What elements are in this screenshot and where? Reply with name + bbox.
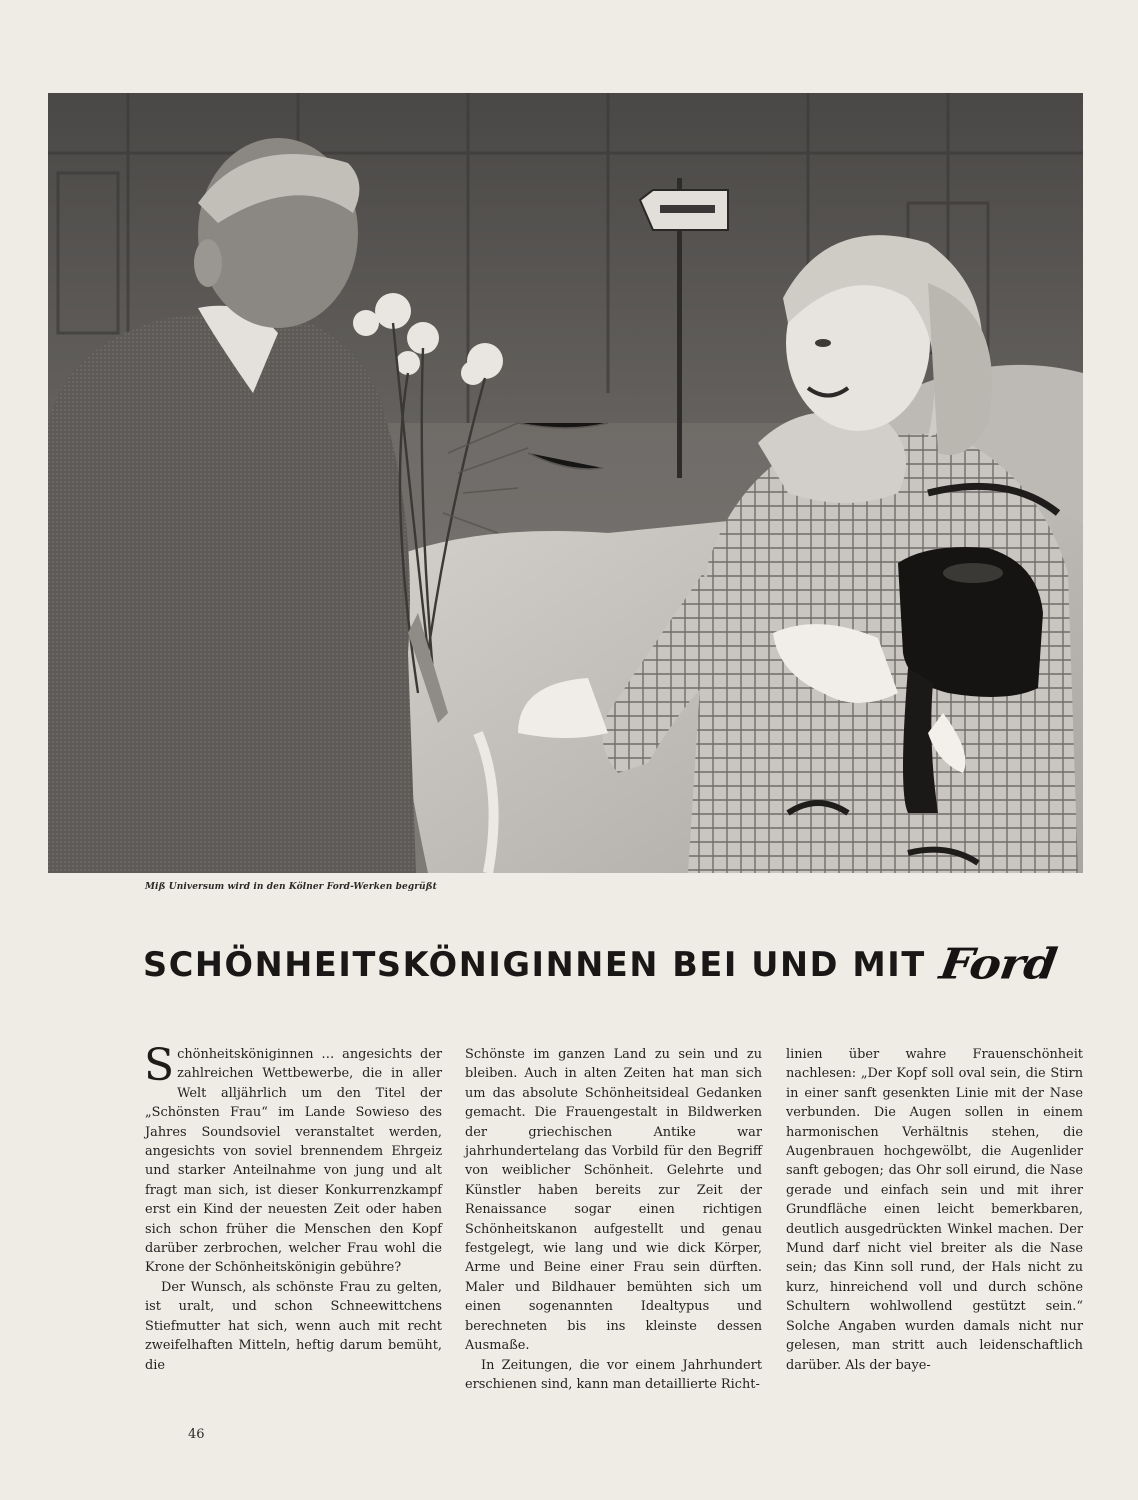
article-column-2 bbox=[465, 1045, 762, 1394]
headline-text: SCHÖNHEITSKÖNIGINNEN BEI UND MIT bbox=[143, 944, 926, 984]
article-photo bbox=[48, 93, 1083, 873]
article-headline bbox=[143, 936, 1083, 992]
article-column-3 bbox=[786, 1045, 1083, 1375]
ford-logo-icon: Ford bbox=[936, 939, 1060, 989]
article-paragraph bbox=[144, 1040, 442, 1278]
article-column-1 bbox=[144, 1040, 442, 1375]
paragraph-text: chönheitsköniginnen … angesichts der zahlreichen Wettbewerbe, die in aller Welt alljährlich um den Titel der „Schönsten Frau“ im Lande Sowieso des Jahres Soundsoviel veranstaltet werden, angesichts von soviel brennendem Ehrgeiz und starker Anteilnahme von jung und alt fragt man sich, ist dieser Konkurrenzkampf erst ein Kind der neuesten Zeit oder haben sich schon früher die Menschen den Kopf darüber zerbrochen, welcher Frau wohl die Krone der Schönheitskönigin gebühre? bbox=[145, 1047, 442, 1276]
article-paragraph: linien über wahre Frauenschönheit nachlesen: „Der Kopf soll oval sein, die Stirn in einer sanft gesenkten Linie mit der Nase verbunden. Die Augen sollen in einem harmonischen Verhältnis stehen, die Augenbrauen hochgewölbt, die Augenlider sanft gebogen; das Ohr soll eirund, die Nase gerade und einfach sein und mit ihrer Grundfläche einen leicht bemerkbaren, deutlich ausgedrückten Winkel machen. Der Mund darf nicht viel breiter als die Nase sein; das Kinn soll rund, der Hals nicht zu kurz, hinreichend voll und durch schöne Schultern wohlwollend gestützt sein.“ Solche Angaben wurden damals nicht nur gelesen, man stritt auch leidenschaftlich darüber. Als der baye- bbox=[786, 1047, 1083, 1373]
drop-cap: S bbox=[144, 1040, 175, 1091]
photo-caption: Miß Universum wird in den Kölner Ford-Werken begrüßt bbox=[145, 882, 437, 892]
page-number: 46 bbox=[188, 1427, 205, 1442]
article-paragraph: Der Wunsch, als schönste Frau zu gelten, ist uralt, und schon Schneewittchens Stiefmutter hat sich, wenn auch mit recht zweifelhaften Mitteln, heftig darum bemüht, die bbox=[145, 1279, 442, 1373]
photograph-icon bbox=[48, 93, 1083, 873]
article-paragraph: In Zeitungen, die vor einem Jahrhundert erschienen sind, kann man detaillierte Richt- bbox=[465, 1357, 762, 1392]
article-paragraph: Schönste im ganzen Land zu sein und zu bleiben. Auch in alten Zeiten hat man sich um das absolute Schönheitsideal Gedanken gemacht. Die Frauengestalt in Bildwerken der griechischen Antike war jahrhundertelang das Vorbild für den Begriff von weiblicher Schönheit. Gelehrte und Künstler haben bereits zur Zeit der Renaissance sogar einen richtigen Schönheitskanon aufgestellt und genau festgelegt, wie lang und wie dick Körper, Arme und Beine einer Frau sein dürften. Maler und Bildhauer bemühten sich um einen sogenannten Idealtypus und berechneten bis ins kleinste dessen Ausmaße. bbox=[465, 1047, 762, 1354]
